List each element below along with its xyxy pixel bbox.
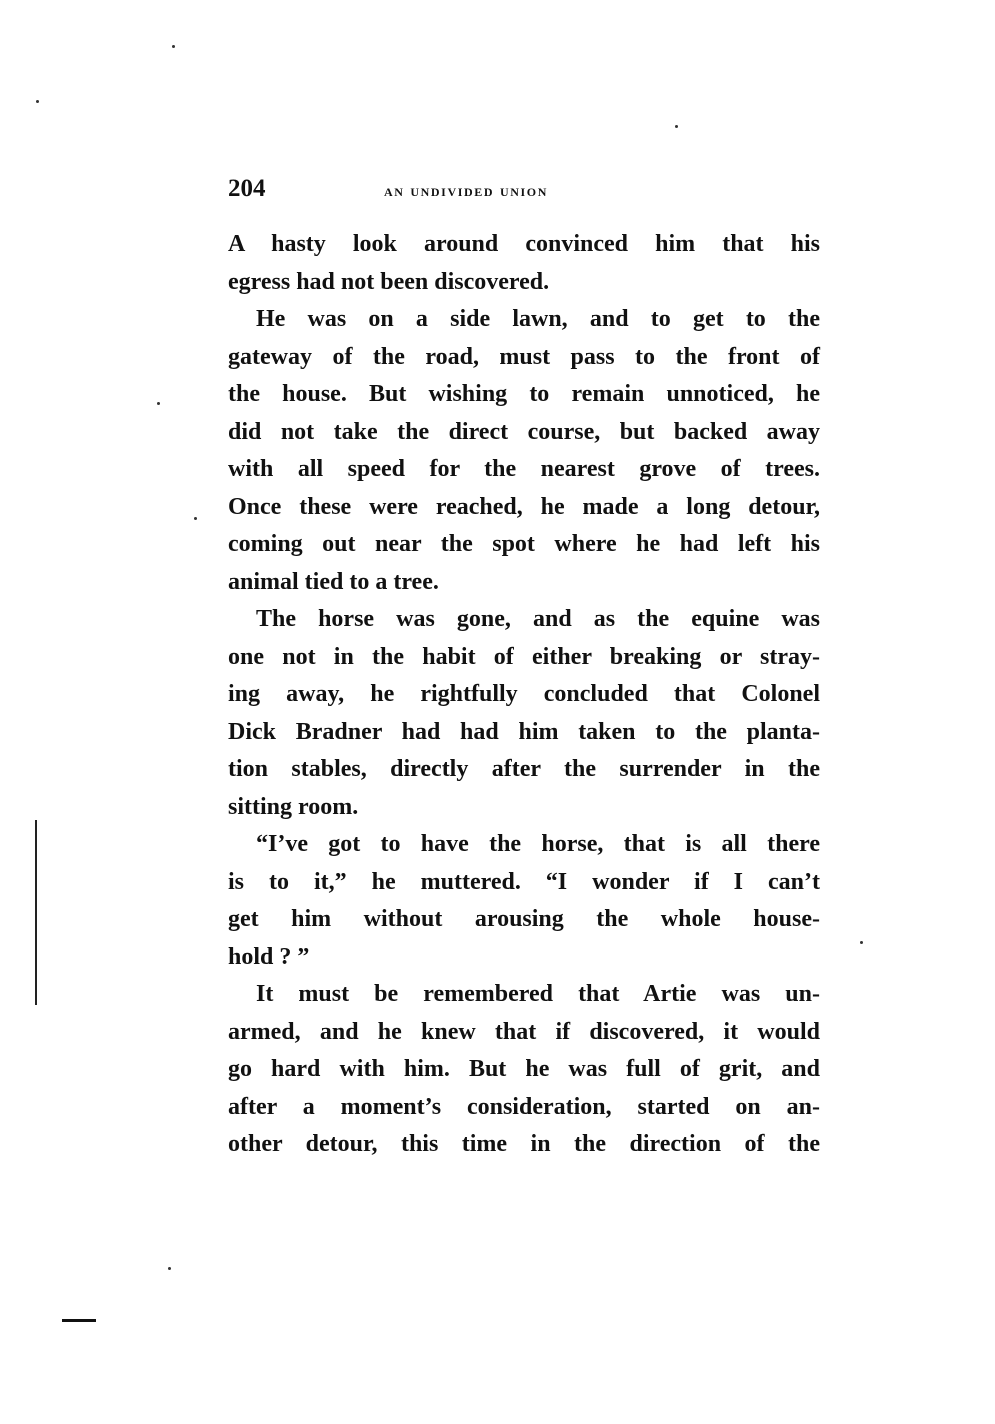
- text-line: go hard with him. But he was full of grit, and: [228, 1056, 820, 1082]
- text-line: armed, and he knew that if discovered, it would: [228, 1018, 820, 1045]
- running-head: [228, 172, 820, 206]
- scan-speck: [172, 45, 175, 48]
- text-line: “I’ve got to have the horse, that is all there: [256, 831, 820, 857]
- text-line: It must be remembered that Artie was un-: [256, 981, 820, 1007]
- text-line: after a moment’s consideration, started on an-: [228, 1093, 820, 1120]
- scan-speck: [36, 100, 39, 103]
- scan-speck: [860, 941, 863, 944]
- text-line: coming out near the spot where he had left his: [228, 531, 820, 557]
- page-number: 204: [228, 175, 266, 202]
- text-line: one not in the habit of either breaking or stray-: [228, 643, 820, 670]
- text-line: other detour, this time in the direction of the: [228, 1131, 820, 1157]
- text-line: He was on a side lawn, and to get to the: [256, 306, 820, 332]
- text-line: with all speed for the nearest grove of trees.: [228, 456, 820, 482]
- scan-speck: [194, 517, 197, 520]
- text-line: the house. But wishing to remain unnoticed, he: [228, 381, 820, 407]
- running-title: an undivided union: [384, 181, 548, 200]
- scan-speck: [168, 1267, 171, 1270]
- text-line: hold ? ”: [228, 943, 310, 970]
- text-line: Once these were reached, he made a long detour,: [228, 493, 820, 520]
- text-line: get him without arousing the whole house-: [228, 906, 820, 932]
- text-line: tion stables, directly after the surrender in the: [228, 756, 820, 782]
- body-text: [228, 226, 820, 1164]
- scan-margin-line: [35, 820, 37, 1005]
- scan-margin-dash: [62, 1319, 96, 1322]
- text-line: sitting room.: [228, 793, 359, 820]
- text-line: is to it,” he muttered. “I wonder if I can’t: [228, 868, 820, 895]
- text-line: animal tied to a tree.: [228, 568, 439, 595]
- scan-speck: [157, 402, 160, 405]
- text-line: The horse was gone, and as the equine was: [256, 606, 820, 632]
- text-line: did not take the direct course, but backed away: [228, 418, 820, 445]
- text-line: egress had not been discovered.: [228, 268, 550, 295]
- text-line: gateway of the road, must pass to the front of: [228, 343, 820, 370]
- text-line: Dick Bradner had had him taken to the planta-: [228, 718, 820, 745]
- text-line: A hasty look around convinced him that his: [228, 231, 820, 257]
- text-line: ing away, he rightfully concluded that Colonel: [228, 681, 820, 707]
- scan-speck: [675, 125, 678, 128]
